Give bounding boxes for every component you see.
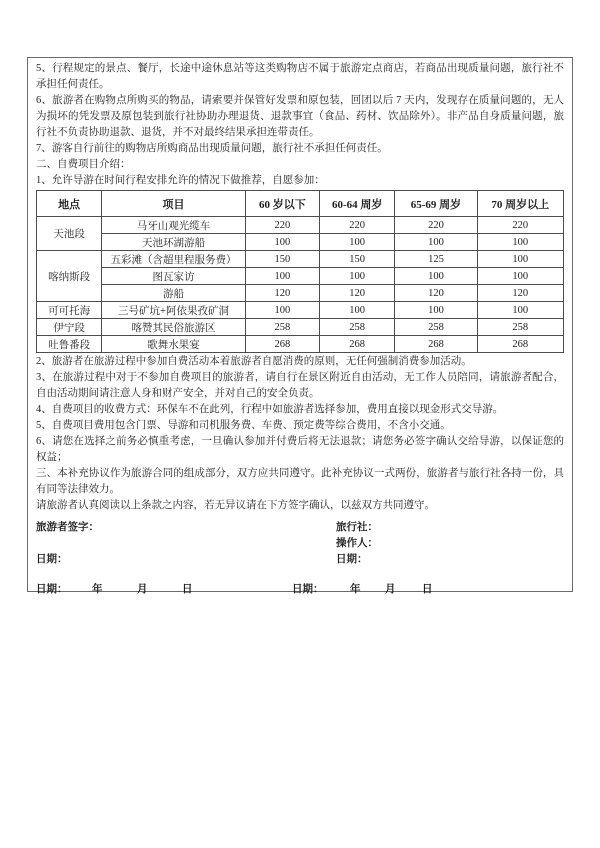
table-row <box>37 234 564 251</box>
item-cell: 五彩滩（含超里程服务费） <box>102 251 245 268</box>
year-label-left: 年 <box>92 584 103 595</box>
clause-fee-includes-5: 5、自费项目费用包含门票、导游和司机服务费、车费、预定费等综合费用，不含小交通。 <box>36 420 451 431</box>
header-age-60-64: 60-64 周岁 <box>319 191 394 217</box>
clause-read-and-sign: 请旅游者认真阅读以上条款之内容，若无异议请在下方签字确认，以兹双方共同遵守。 <box>36 500 435 511</box>
signature-row-1 <box>36 519 564 535</box>
table-row <box>37 336 564 353</box>
operator-label: 操作人： <box>336 538 378 549</box>
item-cell: 喀赞其民俗旅游区 <box>102 319 245 336</box>
date-label-left: 日期： <box>36 584 68 595</box>
price-cell: 100 <box>245 268 319 285</box>
clause-no-refund-6: 6、请您在选择之前务必慎重考虑，一旦确认参加并付费后将无法退款；请您务必签字确认交给导游，以保证您的权益； <box>36 436 564 463</box>
clause-shopping-5: 5、行程规定的景点、餐厅，长途中途休息站等这类购物店不属于旅游定点商店，若商品出现质量问题，旅行社不承担任何责任。 <box>36 63 564 90</box>
price-cell: 100 <box>477 234 563 251</box>
agency-date-label: 日期： <box>336 554 368 565</box>
clause-voluntary-2: 2、旅游者在旅游过程中参加自费活动本着旅游者自愿消费的原则，无任何强制消费参加活动。 <box>36 356 472 367</box>
header-age-under-60: 60 岁以下 <box>245 191 319 217</box>
price-cell: 268 <box>477 336 563 353</box>
price-cell: 100 <box>477 302 563 319</box>
table-row <box>37 217 564 234</box>
price-cell: 125 <box>395 251 477 268</box>
table-row <box>37 285 564 302</box>
table-row <box>37 319 564 336</box>
clause-agreement-copies: 三、本补充协议作为旅游合同的组成部分，双方应共同遵守。此补充协议一式两份，旅游者与旅行社各持一份，具有同等法律效力。 <box>36 468 564 495</box>
price-cell: 268 <box>319 336 394 353</box>
price-cell: 120 <box>395 285 477 302</box>
price-cell: 268 <box>245 336 319 353</box>
price-cell: 100 <box>319 302 394 319</box>
price-cell: 100 <box>245 302 319 319</box>
price-cell: 220 <box>477 217 563 234</box>
price-cell: 150 <box>245 251 319 268</box>
table-intro-line: 1、允许导游在时间行程安排允许的情况下做推荐，自愿参加： <box>36 175 325 186</box>
clause-nonparticipant-3: 3、在旅游过程中对于不参加自费项目的旅游者，请自行在景区附近自由活动，无工作人员陪同，请旅游者配合，自由活动期间请注意人身和财产安全，并对自己的安全负责。 <box>36 372 564 399</box>
item-cell: 图瓦家访 <box>102 268 245 285</box>
location-cell: 可可托海 <box>37 302 102 319</box>
location-cell: 伊宁段 <box>37 319 102 336</box>
section-title-self-paid-items: 二、自费项目介绍： <box>36 159 131 170</box>
traveler-date-label: 日期： <box>36 554 68 565</box>
signature-row-4 <box>36 581 564 597</box>
day-label-right: 日 <box>422 584 433 595</box>
header-location: 地点 <box>37 191 102 217</box>
clause-payment-method-4: 4、自费项目的收费方式：环保车不在此列，行程中如旅游者选择参加，费用直接以现金形式交导游。 <box>36 404 504 415</box>
price-cell: 258 <box>477 319 563 336</box>
header-age-65-69: 65-69 周岁 <box>395 191 477 217</box>
location-cell: 吐鲁番段 <box>37 336 102 353</box>
price-cell: 100 <box>395 234 477 251</box>
price-cell: 100 <box>395 268 477 285</box>
table-header-row <box>37 191 564 217</box>
item-cell: 天池环湖游船 <box>102 234 245 251</box>
price-cell: 120 <box>477 285 563 302</box>
item-cell: 游船 <box>102 285 245 302</box>
contract-page-box <box>27 57 573 595</box>
traveler-signature-label: 旅游者签字： <box>36 522 99 533</box>
price-cell: 258 <box>395 319 477 336</box>
agency-label: 旅行社： <box>336 522 378 533</box>
self-paid-items-table <box>36 190 564 353</box>
signature-row-2 <box>36 535 564 551</box>
price-cell: 220 <box>319 217 394 234</box>
table-row <box>37 268 564 285</box>
price-cell: 120 <box>245 285 319 302</box>
clause-shopping-6: 6、旅游者在购物点所购买的物品，请索要并保管好发票和原包装，回团以后 7 天内，发现存在质量问题的，无人为损坏的凭发票及原包装到旅行社协助办理退货、退款事宜（食品、药材、饮品除外）。非产品自身质量问题，旅行社不负责协助退款、退货，并不对最终结果承担连带责任。 <box>36 95 564 138</box>
day-label-left: 日 <box>182 584 193 595</box>
price-cell: 100 <box>245 234 319 251</box>
price-cell: 258 <box>245 319 319 336</box>
month-label-left: 月 <box>137 584 148 595</box>
clause-shopping-7: 7、游客自行前往的购物店所购商品出现质量问题，旅行社不承担任何责任。 <box>36 143 388 154</box>
price-cell: 100 <box>319 234 394 251</box>
price-cell: 220 <box>245 217 319 234</box>
item-cell: 马牙山观光缆车 <box>102 217 245 234</box>
price-cell: 100 <box>319 268 394 285</box>
item-cell: 三号矿坑+阿依果孜矿洞 <box>102 302 245 319</box>
price-cell: 220 <box>395 217 477 234</box>
price-cell: 258 <box>319 319 394 336</box>
table-row <box>37 302 564 319</box>
signature-area <box>36 519 564 597</box>
price-cell: 150 <box>319 251 394 268</box>
item-cell: 歌舞水果宴 <box>102 336 245 353</box>
month-label-right: 月 <box>385 584 396 595</box>
table-row <box>37 251 564 268</box>
price-cell: 100 <box>477 251 563 268</box>
price-cell: 268 <box>395 336 477 353</box>
location-cell: 喀纳斯段 <box>37 251 102 302</box>
price-cell: 100 <box>477 268 563 285</box>
price-cell: 100 <box>395 302 477 319</box>
header-age-70-plus: 70 周岁以上 <box>477 191 563 217</box>
signature-row-3 <box>36 551 564 567</box>
location-cell: 天池段 <box>37 217 102 251</box>
year-label-right: 年 <box>350 584 361 595</box>
date-label-right: 日期： <box>292 584 324 595</box>
header-item: 项目 <box>102 191 245 217</box>
price-cell: 120 <box>319 285 394 302</box>
